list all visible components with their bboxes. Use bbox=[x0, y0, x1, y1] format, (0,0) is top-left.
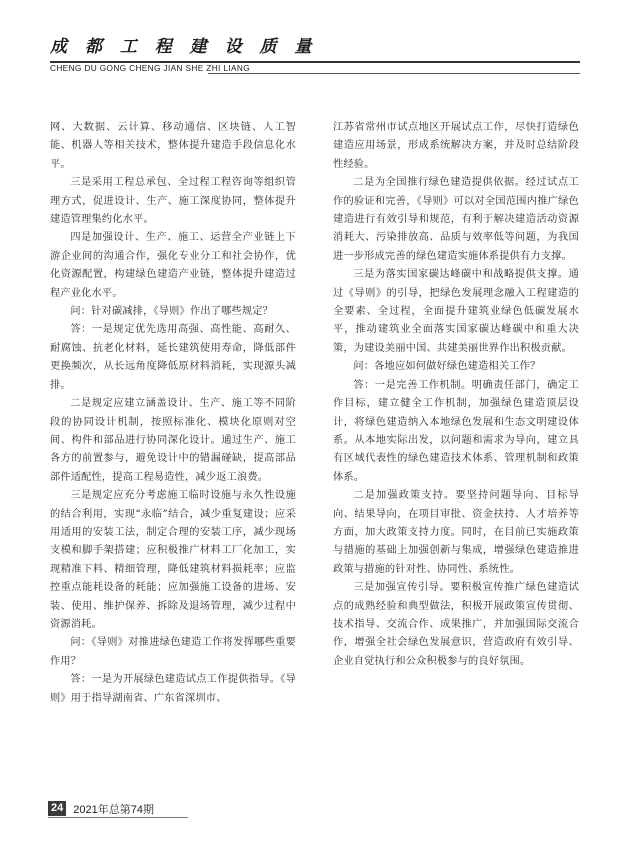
journal-title-cn: 成 都 工 程 建 设 质 量 bbox=[50, 37, 318, 57]
footer-rule bbox=[48, 817, 188, 818]
paragraph: 三是采用工程总承包、全过程工程咨询等组织管理方式，促进设计、生产、施工深度协同，整体提升建造管理集约化水平。 bbox=[50, 177, 296, 226]
paragraph: 江苏省常州市试点地区开展试点工作，尽快打造绿色建造应用场景，形成系统解决方案，并及时总结阶段性经验。 bbox=[333, 122, 579, 170]
paragraph: 答：一是规定优先选用高强、高性能、高耐久、耐腐蚀、抗老化材料，延长建筑使用寿命，降低部件更换频次，从长远角度降低原材料消耗，实现源头减排。 bbox=[50, 324, 296, 391]
paragraph: 问：《导则》对推进绿色建造工作将发挥哪些重要作用？ bbox=[50, 637, 296, 667]
paragraph: 二是规定应建立涵盖设计、生产、施工等不同阶段的协同设计机制，按照标准化、模块化原则对空间、构件和部品进行协同深化设计。通过生产、施工各方的前置参与，避免设计中的错漏碰缺，提高部品部件适配性，提高工程易造性，减少返工浪费。 bbox=[50, 398, 296, 483]
page-number: 24 bbox=[48, 801, 66, 816]
paragraph: 二是为全国推行绿色建造提供依据。经过试点工作的验证和完善，《导则》可以对全国范围内推广绿色建造进行有效引导和规范，有利于解决建造活动资源消耗大、污染排放高、品质与效率低等问题，为我国进一步形成完善的绿色建造实施体系提供有力支撑。 bbox=[333, 177, 579, 262]
paragraph: 问：各地应如何做好绿色建造相关工作？ bbox=[353, 361, 541, 373]
paragraph: 答：一是完善工作机制。明确责任部门，确定工作目标，建立健全工作机制，加强绿色建造顶层设计，将绿色建造纳入本地绿色发展和生态文明建设体系。从本地实际出发，以问题和需求为导向，建立具有区域代表性的绿色建造技术体系、管理机制和政策体系。 bbox=[333, 379, 579, 483]
paragraph: 网、大数据、云计算、移动通信、区块链、人工智能、机器人等相关技术，整体提升建造手段信息化水平。 bbox=[50, 122, 296, 170]
masthead bbox=[50, 36, 580, 73]
paragraph: 三是规定应充分考虑施工临时设施与永久性设施的结合利用，实现“永临”结合，减少重复建设；应采用适用的安装工法，制定合理的安装工序，减少现场支模和脚手架搭建；应积极推广材料工厂化加工，实现精准下料、精细管理，降低建筑材料损耗率；应监控重点能耗设备的耗能；应加强施工设备的进场、安装、使用、维护保养、拆除及退场管理，减少过程中资源消耗。 bbox=[50, 490, 296, 630]
paragraph: 答：一是为开展绿色建造试点工作提供指导。《导则》用于指导湖南省、广东省深圳市、 bbox=[50, 674, 296, 704]
left-column bbox=[50, 119, 296, 708]
page-footer bbox=[48, 801, 154, 816]
right-column bbox=[333, 119, 579, 671]
paragraph: 问：针对碳减排，《导则》作出了哪些规定？ bbox=[70, 306, 274, 318]
issue-label: 2021年总第74期 bbox=[73, 803, 154, 816]
paragraph: 三是为落实国家碳达峰碳中和战略提供支撑。通过《导则》的引导，把绿色发展理念融入工程建造的全要素、全过程，全面提升建筑业绿色低碳发展水平，推动建筑业全面落实国家碳达峰碳中和重大决策，为建设美丽中国、共建美丽世界作出积极贡献。 bbox=[333, 269, 579, 354]
paragraph: 四是加强设计、生产、施工、运营全产业链上下游企业间的沟通合作，强化专业分工和社会协作，优化资源配置，构建绿色建造产业链，整体提升建造过程产业化水平。 bbox=[50, 232, 296, 299]
header-rule-thin bbox=[208, 73, 580, 74]
paragraph: 二是加强政策支持。要坚持问题导向、目标导向、结果导向，在项目审批、资金扶持、人才培养等方面，加大政策支持力度。同时，在目前已实施政策与措施的基础上加强创新与集成，增强绿色建造推进政策与措施的针对性、协同性、系统性。 bbox=[333, 490, 579, 575]
journal-title-en: CHENG DU GONG CHENG JIAN SHE ZHI LIANG bbox=[50, 63, 250, 73]
paragraph: 三是加强宣传引导。要积极宣传推广绿色建造试点的成熟经验和典型做法，积极开展政策宣传贯彻、技术指导、交流合作、成果推广，并加强国际交流合作，增强全社会绿色发展意识，营造政府有效引导、企业自觉执行和公众积极参与的良好氛围。 bbox=[333, 582, 579, 667]
